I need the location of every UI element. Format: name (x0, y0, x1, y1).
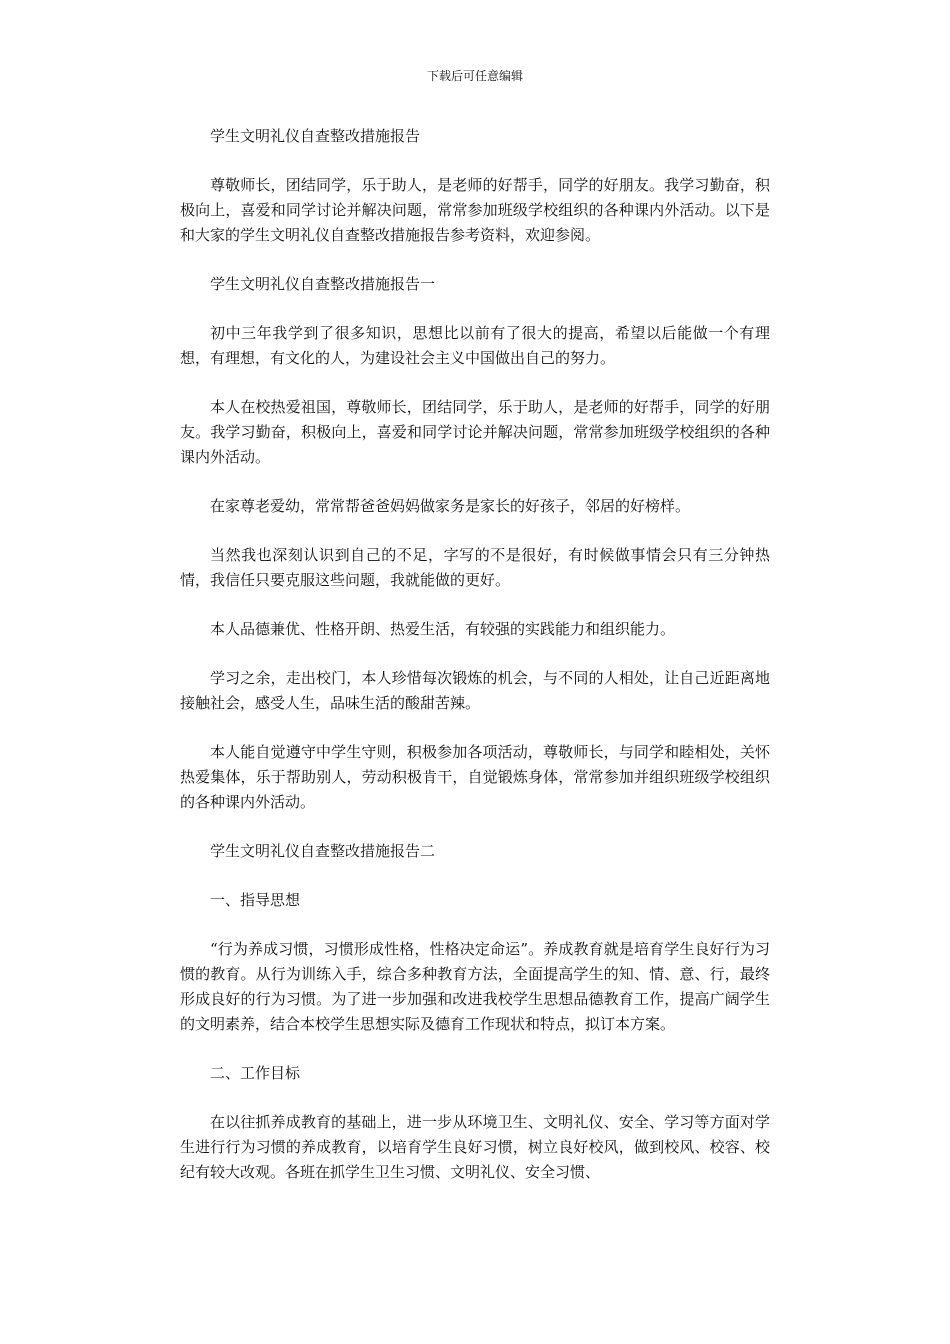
paragraph: “行为养成习惯，习惯形成性格，性格决定命运”。养成教育就是培育学生良好行为习惯的教育。从行为训练入手，综合多种教育方法，全面提高学生的知、情、意、行，最终形成良好的行为习惯。为了进一步加强和改进我校学生思想品德教育工作，提高广阔学生的文明素养，结合本校学生思想实际及德育工作现状和特点，拟订本方案。 (180, 940, 770, 1033)
paragraph-intro: 尊敬师长，团结同学，乐于助人，是老师的好帮手，同学的好朋友。我学习勤奋，积极向上，喜爱和同学讨论并解决问题，常常参加班级学校组织的各种课内外活动。以下是和大家的学生文明礼仪自查整改措施报告参考资料，欢迎参阅。 (180, 176, 770, 244)
paragraph: 初中三年我学到了很多知识，思想比以前有了很大的提高，希望以后能做一个有理想，有理想，有文化的人，为建设社会主义中国做出自己的努力。 (180, 324, 770, 367)
paragraph: 本人能自觉遵守中学生守则，积极参加各项活动，尊敬师长，与同学和睦相处，关怀热爱集体，乐于帮助别人，劳动积极肯干，自觉锻炼身体，常常参加并组织班级学校组织的各种课内外活动。 (180, 743, 770, 811)
document-title: 学生文明礼仪自查整改措施报告 (210, 127, 421, 145)
section-heading-report-two: 学生文明礼仪自查整改措施报告二 (210, 842, 436, 860)
subheading-guiding-ideology: 一、指导思想 (210, 891, 301, 909)
document-body (180, 124, 770, 1209)
paragraph: 当然我也深刻认识到自己的不足，字写的不是很好，有时候做事情会只有三分钟热情，我信任只要克服这些问题，我就能做的更好。 (180, 546, 770, 589)
subheading-work-goals: 二、工作目标 (210, 1064, 301, 1082)
paragraph: 本人品德兼优、性格开朗、热爱生活，有较强的实践能力和组织能力。 (210, 620, 676, 638)
paragraph: 本人在校热爱祖国，尊敬师长，团结同学，乐于助人，是老师的好帮手，同学的好朋友。我学习勤奋，积极向上，喜爱和同学讨论并解决问题，常常参加班级学校组织的各种课内外活动。 (180, 398, 770, 466)
page-header-note: 下载后可任意编辑 (426, 69, 523, 83)
paragraph: 学习之余，走出校门，本人珍惜每次锻炼的机会，与不同的人相处，让自己近距离地接触社会，感受人生，品味生活的酸甜苦辣。 (180, 669, 770, 712)
paragraph: 在以往抓养成教育的基础上，进一步从环境卫生、文明礼仪、安全、学习等方面对学生进行行为习惯的养成教育，以培育学生良好习惯，树立良好校风，做到校风、校容、校纪有较大改观。各班在抓学生卫生习惯、文明礼仪、安全习惯、 (180, 1113, 770, 1181)
section-heading-report-one: 学生文明礼仪自查整改措施报告一 (210, 275, 436, 293)
paragraph: 在家尊老爱幼，常常帮爸爸妈妈做家务是家长的好孩子，邻居的好榜样。 (210, 497, 691, 515)
